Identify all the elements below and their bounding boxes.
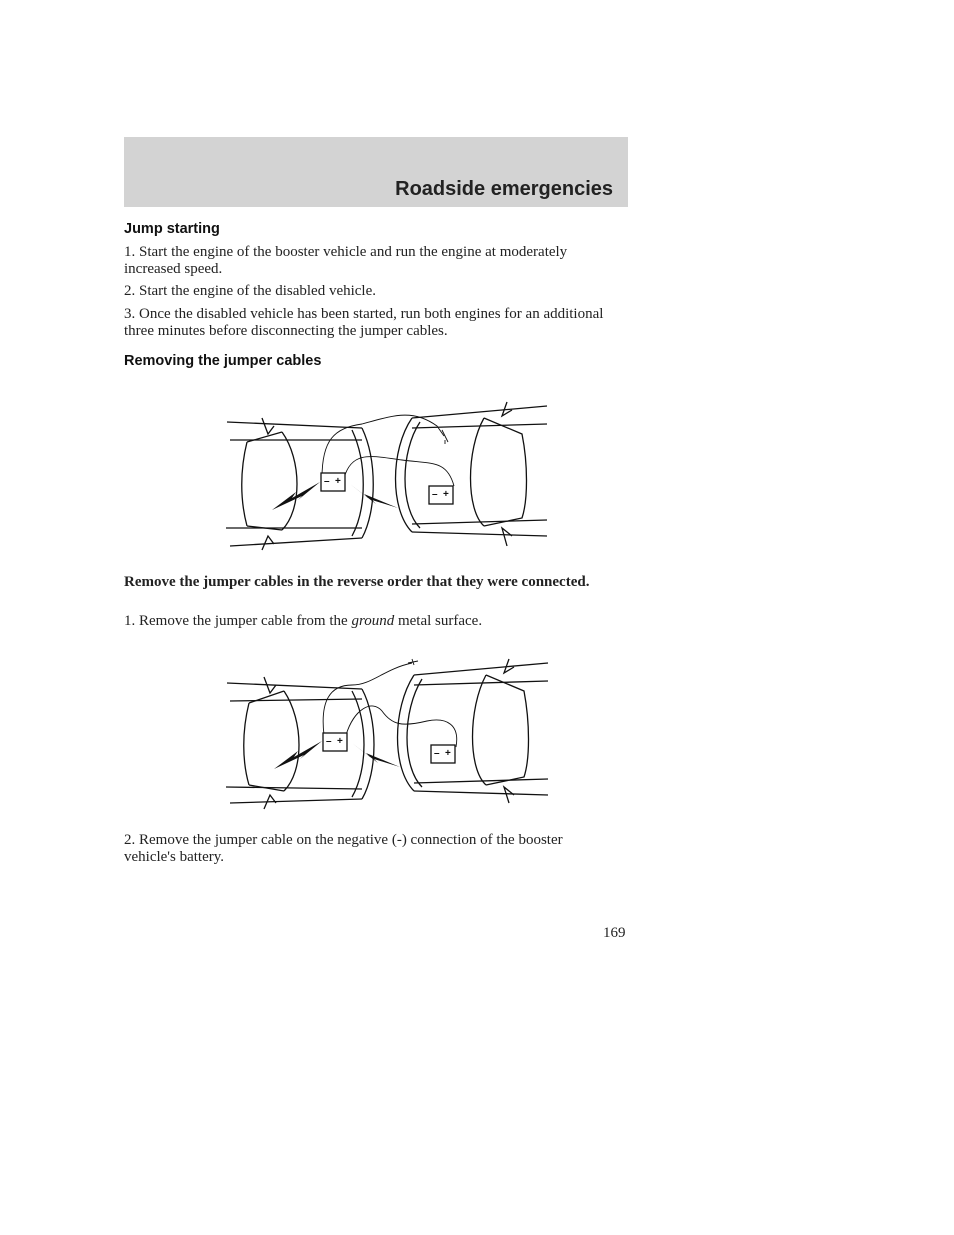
removal-step-2: 2. Remove the jumper cable on the negative (-) connection of the booster vehicle's battery.	[124, 832, 563, 865]
page-number: 169	[603, 925, 626, 941]
disabled-vehicle-illustration	[396, 402, 548, 546]
booster-vehicle-illustration	[226, 418, 373, 550]
section-title: Roadside emergencies	[395, 178, 613, 200]
spark-bolt-icon	[352, 743, 400, 767]
battery-plus-label: +	[445, 748, 451, 759]
battery-plus-label: +	[443, 489, 449, 500]
heading-jump-starting: Jump starting	[124, 221, 220, 237]
battery-minus-label: –	[432, 489, 438, 500]
removal-step-1-text: 1. Remove the jumper cable from the	[124, 613, 352, 629]
disabled-battery	[431, 745, 455, 763]
step-2-start-disabled: 2. Start the engine of the disabled vehicle.	[124, 283, 377, 299]
warning-reverse-order: Remove the jumper cables in the reverse order that they were connected.	[124, 574, 590, 590]
battery-plus-label: +	[335, 476, 341, 487]
section-header-band	[124, 137, 628, 207]
battery-minus-label: –	[324, 476, 330, 487]
step-1-start-booster: 1. Start the engine of the booster vehicle and run the engine at moderately increased speed.	[124, 244, 568, 277]
figure-cables-connected	[222, 400, 554, 562]
spark-bolt-icon	[272, 482, 320, 510]
disabled-battery	[429, 486, 453, 504]
battery-minus-label: –	[326, 736, 332, 747]
disabled-vehicle-illustration	[398, 659, 549, 803]
removal-step-1-text-end: metal surface.	[394, 613, 483, 629]
booster-vehicle-illustration	[226, 677, 374, 809]
ground-emphasis: ground	[351, 613, 395, 629]
booster-battery	[323, 733, 347, 751]
figure-ground-cable-removed	[222, 655, 554, 817]
removal-step-1	[124, 613, 614, 630]
battery-plus-label: +	[337, 736, 343, 747]
step-3-run-engines: 3. Once the disabled vehicle has been started, run both engines for an additional three minutes before disconnecting the jumper cables.	[124, 306, 604, 339]
battery-minus-label: –	[434, 748, 440, 759]
booster-battery	[321, 473, 345, 491]
spark-bolt-icon	[274, 741, 322, 769]
heading-removing-cables: Removing the jumper cables	[124, 353, 322, 369]
spark-bolt-icon	[350, 484, 398, 508]
